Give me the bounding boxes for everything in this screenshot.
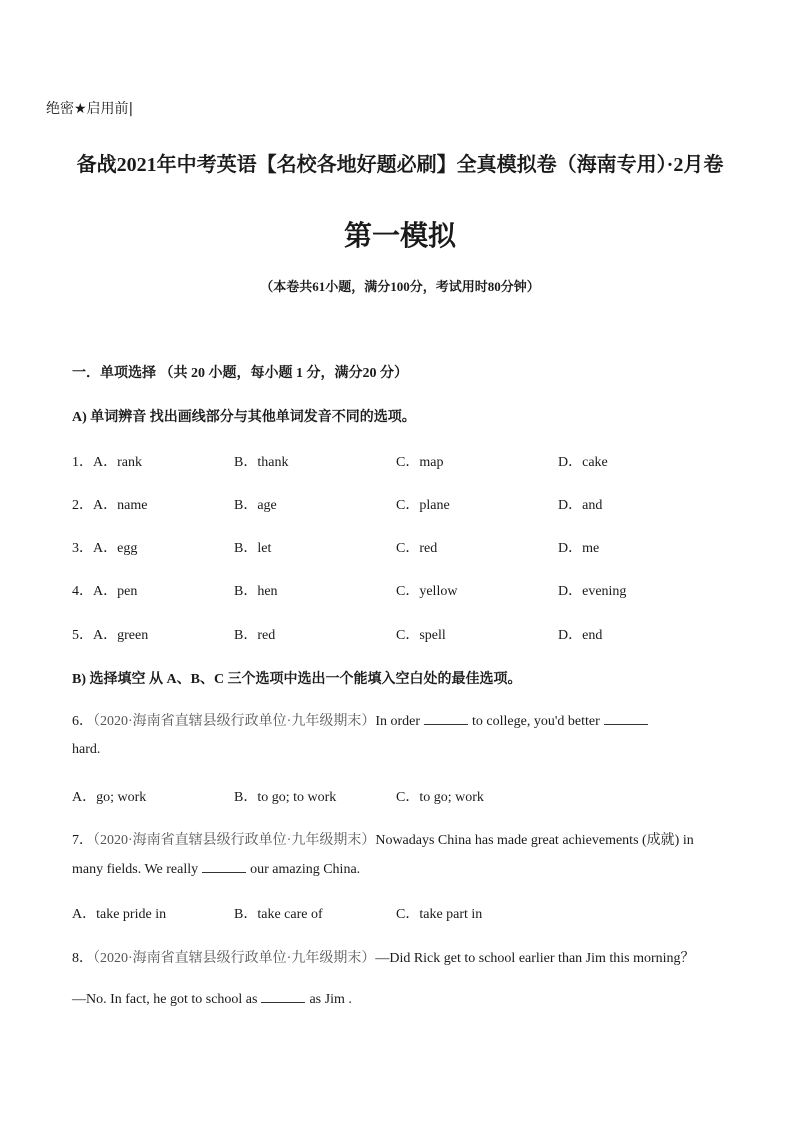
question-number: 8． (72, 951, 93, 966)
option-c: C．yellow (396, 584, 458, 599)
question-text: —Did Rick get to school earlier than Jim this morning？ (375, 951, 695, 966)
answer-blank (261, 990, 305, 1003)
option-a: 4．A．pen (72, 584, 138, 599)
exam-title: 备战2021年中考英语【名校各地好题必刷】全真模拟卷（海南专用）·2月卷 (76, 154, 724, 176)
option-d: D．cake (558, 455, 608, 470)
question-text: In order (375, 714, 421, 729)
question-8-line2 (72, 990, 352, 1008)
question-text: as Jim . (309, 992, 352, 1007)
question-7-line1 (72, 829, 694, 849)
question-6-line1 (72, 710, 652, 730)
question-7-line2 (72, 860, 360, 878)
option-b: B．red (234, 628, 276, 643)
option-c: C．red (396, 541, 438, 556)
question-number: 6． (72, 714, 93, 729)
option-c: C．plane (396, 498, 450, 513)
option-a: 5．A．green (72, 628, 149, 643)
question-source: （2020·海南省直辖县级行政单位·九年级期末） (93, 833, 376, 848)
option-d: D．end (558, 628, 603, 643)
question-text: to college, you'd better (472, 714, 600, 729)
option-b: B．take care of (234, 907, 323, 922)
answer-blank (202, 860, 246, 873)
option-b: B．hen (234, 584, 278, 599)
option-b: B．to go; to work (234, 790, 337, 805)
question-text: Nowadays China has made great achievements (成就) in (375, 833, 694, 848)
option-b: B．age (234, 498, 277, 513)
answer-blank (424, 712, 468, 725)
option-d: D．evening (558, 584, 627, 599)
option-b: B．let (234, 541, 272, 556)
option-a: 1．A．rank (72, 455, 142, 470)
option-a: 2．A．name (72, 498, 148, 513)
section-heading-phonetics: A) 单词辨音 找出画线部分与其他单词发音不同的选项。 (72, 410, 416, 425)
option-a: A．go; work (72, 790, 147, 805)
section-heading-fill-blank: B) 选择填空 从 A、B、C 三个选项中选出一个能填入空白处的最佳选项。 (72, 672, 522, 687)
option-c: C．map (396, 455, 444, 470)
exam-subtitle: 第一模拟 (343, 219, 456, 252)
question-number: 7． (72, 833, 93, 848)
option-d: D．me (558, 541, 600, 556)
option-d: D．and (558, 498, 603, 513)
question-6-line2: hard. (72, 742, 101, 757)
question-source: （2020·海南省直辖县级行政单位·九年级期末） (93, 951, 376, 966)
question-8-line1 (72, 947, 695, 967)
option-c: C．to go; work (396, 790, 484, 805)
question-source: （2020·海南省直辖县级行政单位·九年级期末） (93, 714, 376, 729)
answer-blank (604, 712, 648, 725)
option-c: C．spell (396, 628, 446, 643)
section-heading-part1: 一．单项选择 （共 20 小题，每小题 1 分，满分20 分） (72, 366, 408, 381)
confidential-label: 绝密★启用前| (46, 101, 134, 117)
option-a: 3．A．egg (72, 541, 138, 556)
exam-note: （本卷共61小题，满分100分，考试用时80分钟） (260, 279, 540, 294)
question-text: many fields. We really (72, 862, 199, 877)
question-text: our amazing China. (250, 862, 361, 877)
option-c: C．take part in (396, 907, 483, 922)
question-text: —No. In fact, he got to school as (72, 992, 258, 1007)
option-a: A．take pride in (72, 907, 167, 922)
option-b: B．thank (234, 455, 289, 470)
